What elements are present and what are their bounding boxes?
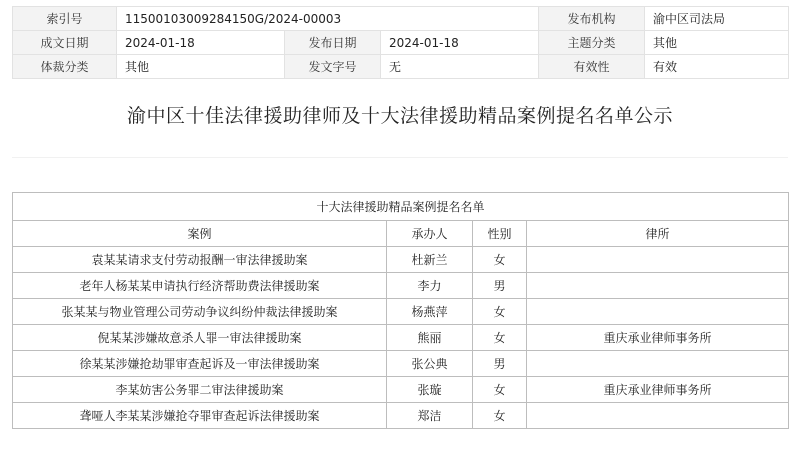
case-cell: 李某妨害公务罪二审法律援助案	[13, 377, 387, 403]
firm-cell	[527, 351, 789, 377]
handler-cell: 杜新兰	[387, 247, 473, 273]
firm-cell	[527, 247, 789, 273]
case-cell: 老年人杨某某申请执行经济帮助费法律援助案	[13, 273, 387, 299]
written-date-label: 成文日期	[13, 31, 117, 55]
column-header-firm: 律所	[527, 221, 789, 247]
case-cell: 倪某某涉嫌故意杀人罪一审法律援助案	[13, 325, 387, 351]
publisher-value: 渝中区司法局	[645, 7, 789, 31]
gender-cell: 女	[473, 299, 527, 325]
table-caption-row	[13, 193, 789, 221]
validity-label: 有效性	[539, 55, 645, 79]
meta-row	[13, 55, 789, 79]
table-row	[13, 247, 789, 273]
handler-cell: 熊丽	[387, 325, 473, 351]
table-row	[13, 351, 789, 377]
table-caption: 十大法律援助精品案例提名名单	[13, 193, 789, 221]
gender-cell: 女	[473, 377, 527, 403]
gender-cell: 女	[473, 247, 527, 273]
page-title: 渝中区十佳法律援助律师及十大法律援助精品案例提名名单公示	[126, 105, 673, 127]
handler-cell: 杨燕萍	[387, 299, 473, 325]
index-no-label: 索引号	[13, 7, 117, 31]
case-cell: 聋哑人李某某涉嫌抢夺罪审查起诉法律援助案	[13, 403, 387, 429]
topic-value: 其他	[645, 31, 789, 55]
gender-cell: 女	[473, 403, 527, 429]
written-date-value: 2024-01-18	[117, 31, 285, 55]
publish-date-label: 发布日期	[285, 31, 381, 55]
case-nomination-table	[12, 192, 789, 429]
gender-cell: 女	[473, 325, 527, 351]
publish-date-value: 2024-01-18	[381, 31, 539, 55]
table-row	[13, 325, 789, 351]
genre-value: 其他	[117, 55, 285, 79]
firm-cell	[527, 403, 789, 429]
column-header-case: 案例	[13, 221, 387, 247]
topic-label: 主题分类	[539, 31, 645, 55]
handler-cell: 李力	[387, 273, 473, 299]
title-divider	[12, 157, 788, 158]
doc-no-value: 无	[381, 55, 539, 79]
doc-no-label: 发文字号	[285, 55, 381, 79]
index-no-value: 11500103009284150G/2024-00003	[117, 7, 539, 31]
case-cell: 徐某某涉嫌抢劫罪审查起诉及一审法律援助案	[13, 351, 387, 377]
table-row	[13, 299, 789, 325]
table-row	[13, 377, 789, 403]
gender-cell: 男	[473, 351, 527, 377]
validity-value: 有效	[645, 55, 789, 79]
firm-cell: 重庆承业律师事务所	[527, 325, 789, 351]
table-row	[13, 403, 789, 429]
column-header-gender: 性别	[473, 221, 527, 247]
meta-row	[13, 31, 789, 55]
genre-label: 体裁分类	[13, 55, 117, 79]
handler-cell: 张璇	[387, 377, 473, 403]
handler-cell: 郑洁	[387, 403, 473, 429]
firm-cell	[527, 273, 789, 299]
table-row	[13, 273, 789, 299]
meta-row	[13, 7, 789, 31]
column-header-handler: 承办人	[387, 221, 473, 247]
handler-cell: 张公典	[387, 351, 473, 377]
gender-cell: 男	[473, 273, 527, 299]
case-cell: 袁某某请求支付劳动报酬一审法律援助案	[13, 247, 387, 273]
document-meta-table	[12, 6, 789, 79]
publisher-label: 发布机构	[539, 7, 645, 31]
case-cell: 张某某与物业管理公司劳动争议纠纷仲裁法律援助案	[13, 299, 387, 325]
firm-cell: 重庆承业律师事务所	[527, 377, 789, 403]
firm-cell	[527, 299, 789, 325]
table-header-row	[13, 221, 789, 247]
